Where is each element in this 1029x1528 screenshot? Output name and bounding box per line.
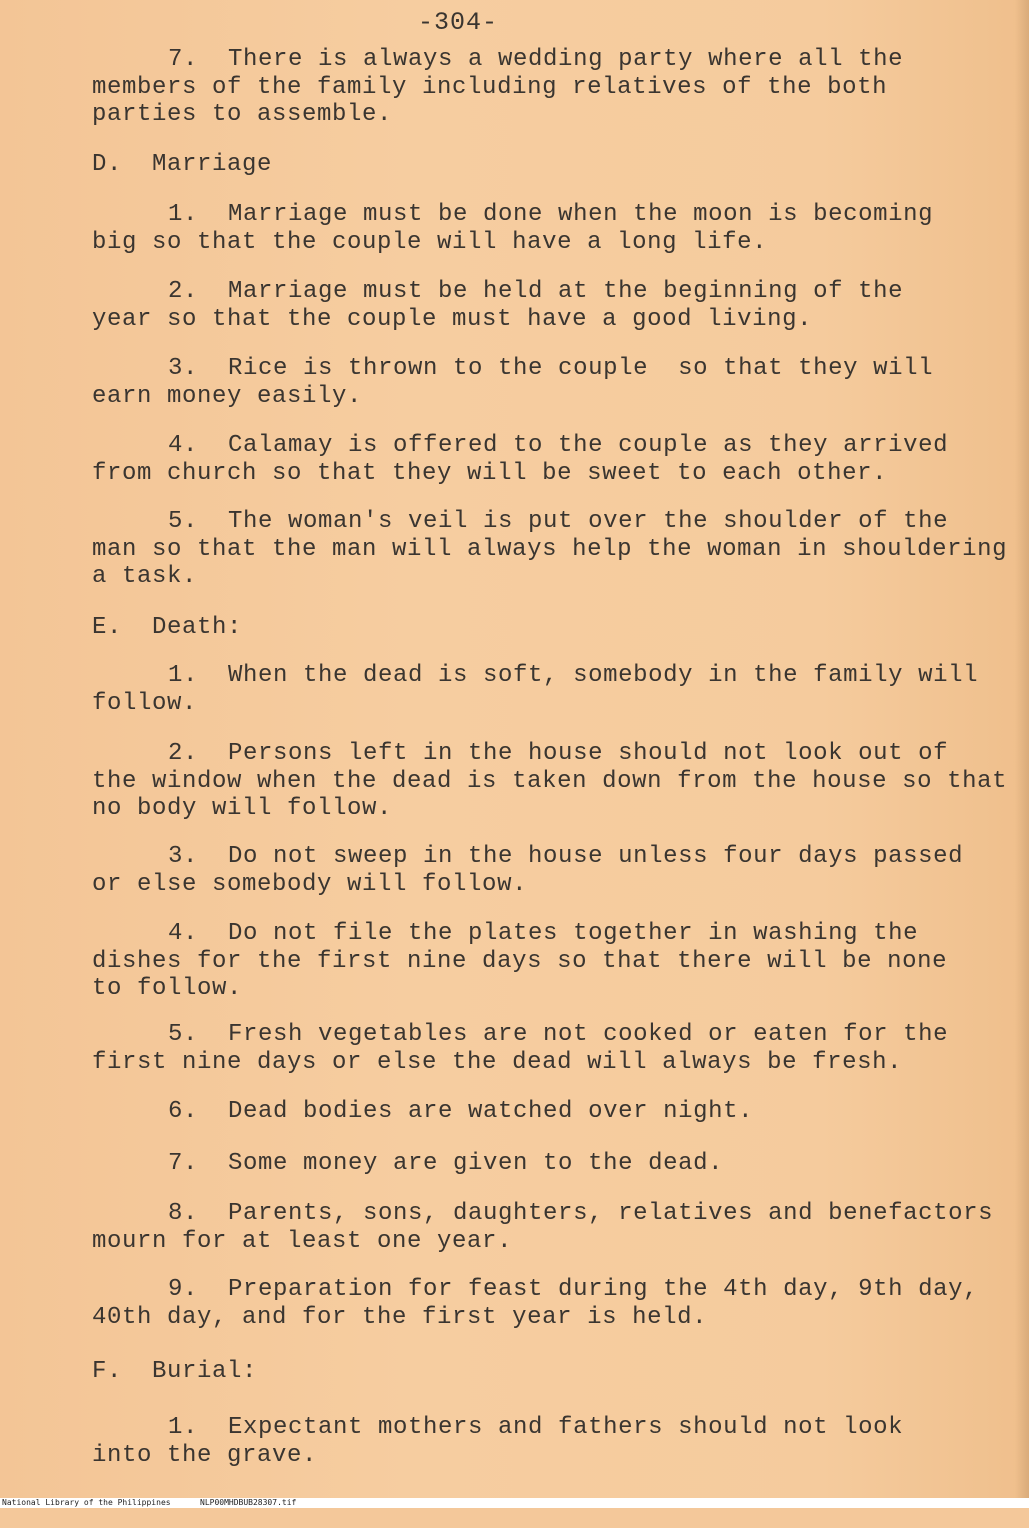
paragraph-d1: 1. Marriage must be done when the moon is becoming big so that the couple will have a long life. <box>92 201 1017 256</box>
paragraph-e1: 1. When the dead is soft, somebody in the family will follow. <box>92 662 1017 717</box>
paragraph-d2: 2. Marriage must be held at the beginning of the year so that the couple must have a good living. <box>92 278 1017 333</box>
section-heading-marriage: D. Marriage <box>92 151 1017 179</box>
paragraph-e8: 8. Parents, sons, daughters, relatives and benefactors mourn for at least one year. <box>92 1200 1017 1255</box>
page-number: -304- <box>418 8 498 37</box>
paragraph-d4: 4. Calamay is offered to the couple as they arrived from church so that they will be sweet to each other. <box>92 432 1017 487</box>
section-heading-burial: F. Burial: <box>92 1358 1017 1386</box>
paragraph-d3: 3. Rice is thrown to the couple so that they will earn money easily. <box>92 355 1017 410</box>
page-edge-shadow <box>1015 0 1029 1498</box>
paragraph-e3: 3. Do not sweep in the house unless four days passed or else somebody will follow. <box>92 843 1017 898</box>
paragraph-e9: 9. Preparation for feast during the 4th day, 9th day, 40th day, and for the first year is held. <box>92 1276 1017 1331</box>
scan-footer <box>0 1498 1029 1508</box>
paragraph-e5: 5. Fresh vegetables are not cooked or eaten for the first nine days or else the dead will always be fresh. <box>92 1021 1017 1076</box>
paragraph-f1: 1. Expectant mothers and fathers should not look into the grave. <box>92 1414 1017 1469</box>
paragraph-e2: 2. Persons left in the house should not look out of the window when the dead is taken down from the house so that no body will follow. <box>92 740 1017 823</box>
footer-file-id: NLP00MHDBUB28307.tif <box>200 1498 296 1508</box>
paragraph-e7: 7. Some money are given to the dead. <box>92 1150 1017 1178</box>
paragraph-e6: 6. Dead bodies are watched over night. <box>92 1098 1017 1126</box>
paragraph-c7: 7. There is always a wedding party where all the members of the family including relatives of the both parties to assemble. <box>92 46 1017 129</box>
footer-library-name: National Library of the Philippines <box>2 1498 171 1508</box>
paragraph-d5: 5. The woman's veil is put over the shoulder of the man so that the man will always help the woman in shouldering a task. <box>92 508 1017 591</box>
paragraph-e4: 4. Do not file the plates together in washing the dishes for the first nine days so that there will be none to follow. <box>92 920 1017 1003</box>
section-heading-death: E. Death: <box>92 614 1017 642</box>
